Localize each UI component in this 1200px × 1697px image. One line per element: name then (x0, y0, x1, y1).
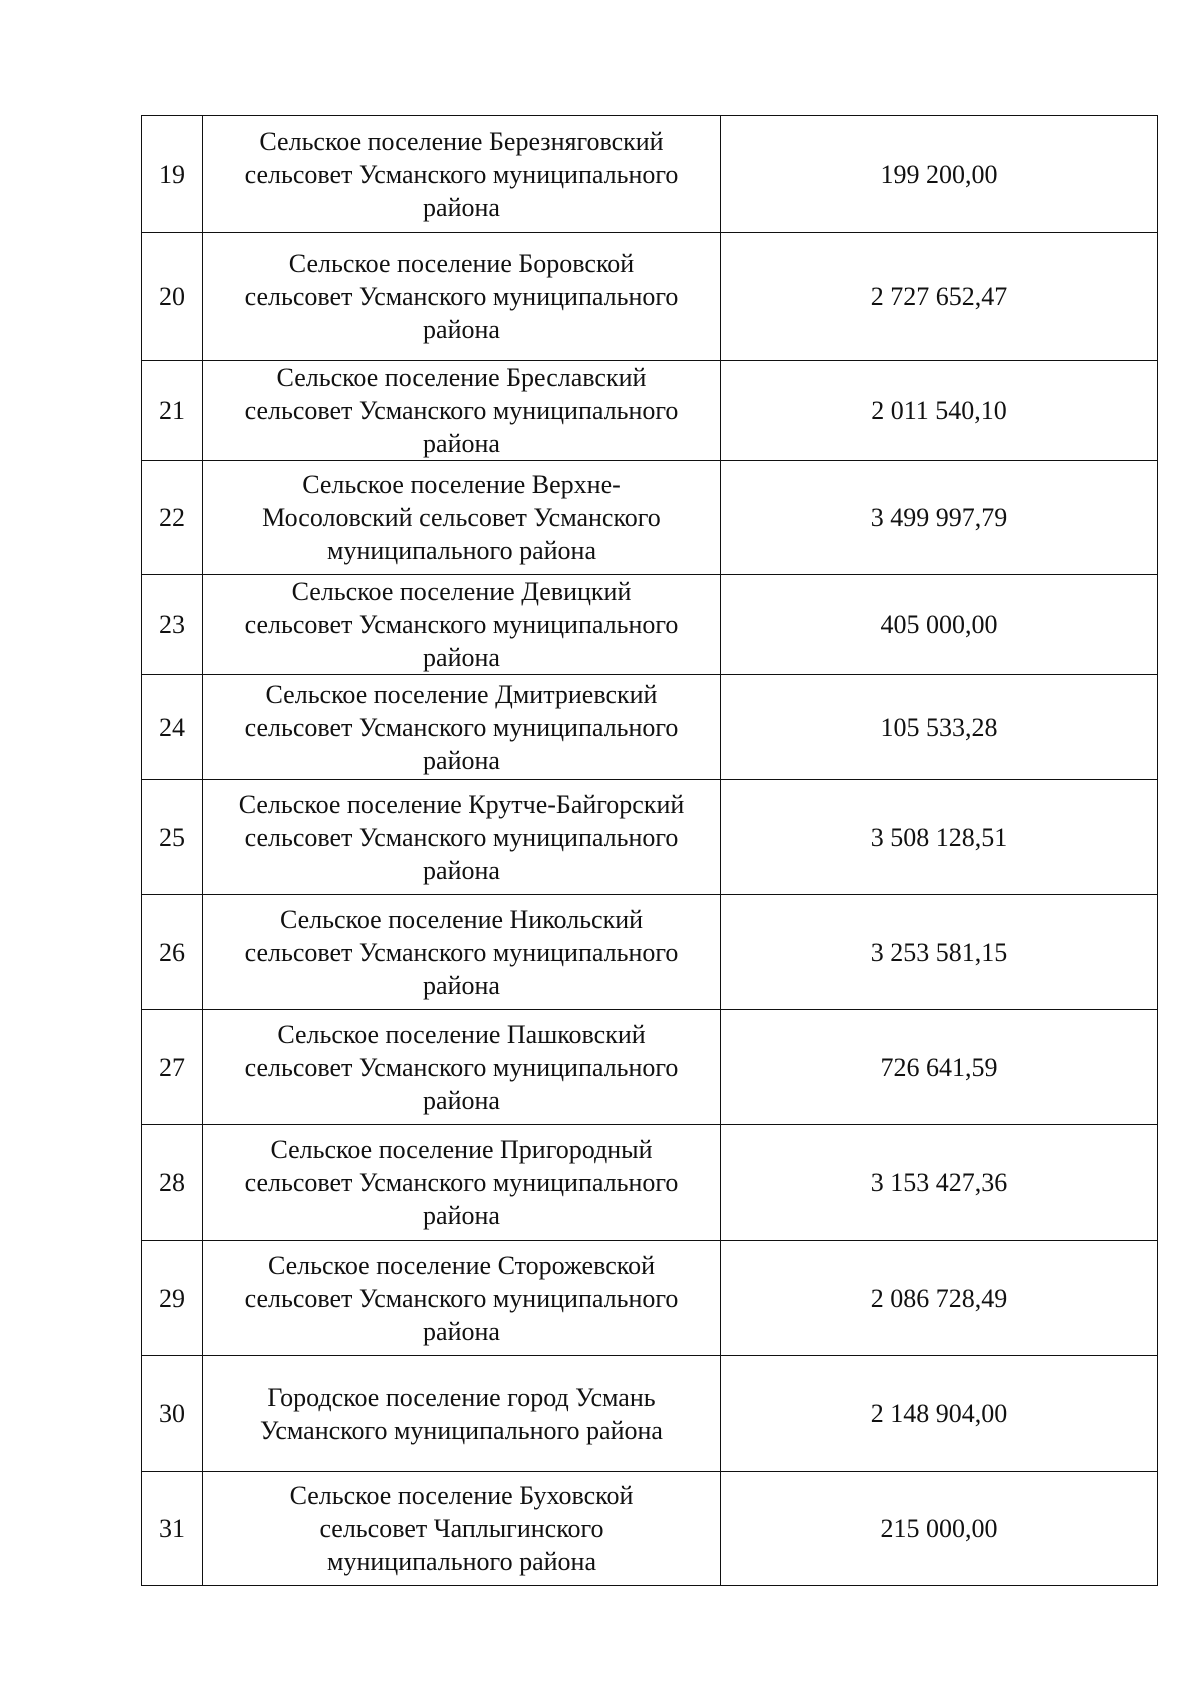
table-body (142, 116, 1158, 1586)
row-number: 24 (142, 675, 203, 780)
row-number: 22 (142, 461, 203, 575)
row-number: 23 (142, 575, 203, 675)
row-number: 20 (142, 233, 203, 361)
settlement-name: Сельское поселение Боровской сельсовет Усманского муниципального района (203, 233, 721, 361)
amount-value: 2 148 904,00 (721, 1356, 1158, 1472)
row-number: 26 (142, 895, 203, 1010)
table-row (142, 1472, 1158, 1586)
row-number: 29 (142, 1241, 203, 1356)
row-number: 25 (142, 780, 203, 895)
settlement-name: Сельское поселение Пригородный сельсовет Усманского муниципального района (203, 1125, 721, 1241)
settlement-name: Городское поселение город Усмань Усманского муниципального района (203, 1356, 721, 1472)
amount-value: 3 508 128,51 (721, 780, 1158, 895)
settlement-name: Сельское поселение Березняговский сельсовет Усманского муниципального района (203, 116, 721, 233)
amount-value: 2 011 540,10 (721, 361, 1158, 461)
settlement-name: Сельское поселение Дмитриевский сельсовет Усманского муниципального района (203, 675, 721, 780)
amount-value: 215 000,00 (721, 1472, 1158, 1586)
settlement-name: Сельское поселение Никольский сельсовет Усманского муниципального района (203, 895, 721, 1010)
settlement-name: Сельское поселение Верхне- Мосоловский сельсовет Усманского муниципального района (203, 461, 721, 575)
settlement-name: Сельское поселение Буховской сельсовет Чаплыгинского муниципального района (203, 1472, 721, 1586)
settlement-name: Сельское поселение Крутче-Байгорский сельсовет Усманского муниципального района (203, 780, 721, 895)
table-row (142, 575, 1158, 675)
table-row (142, 1010, 1158, 1125)
amount-value: 726 641,59 (721, 1010, 1158, 1125)
settlements-table (141, 115, 1158, 1586)
table-row (142, 1241, 1158, 1356)
row-number: 30 (142, 1356, 203, 1472)
row-number: 28 (142, 1125, 203, 1241)
settlement-name: Сельское поселение Пашковский сельсовет Усманского муниципального района (203, 1010, 721, 1125)
table-row (142, 361, 1158, 461)
settlement-name: Сельское поселение Девицкий сельсовет Усманского муниципального района (203, 575, 721, 675)
amount-value: 2 727 652,47 (721, 233, 1158, 361)
table-row (142, 233, 1158, 361)
amount-value: 3 153 427,36 (721, 1125, 1158, 1241)
table-row (142, 895, 1158, 1010)
amount-value: 2 086 728,49 (721, 1241, 1158, 1356)
table-row (142, 675, 1158, 780)
row-number: 27 (142, 1010, 203, 1125)
amount-value: 405 000,00 (721, 575, 1158, 675)
table-row (142, 116, 1158, 233)
amount-value: 3 499 997,79 (721, 461, 1158, 575)
settlement-name: Сельское поселение Бреславский сельсовет Усманского муниципального района (203, 361, 721, 461)
amount-value: 199 200,00 (721, 116, 1158, 233)
row-number: 19 (142, 116, 203, 233)
row-number: 21 (142, 361, 203, 461)
row-number: 31 (142, 1472, 203, 1586)
table-row (142, 1125, 1158, 1241)
amount-value: 105 533,28 (721, 675, 1158, 780)
settlement-name: Сельское поселение Сторожевской сельсовет Усманского муниципального района (203, 1241, 721, 1356)
table-row (142, 461, 1158, 575)
table-row (142, 1356, 1158, 1472)
amount-value: 3 253 581,15 (721, 895, 1158, 1010)
table-row (142, 780, 1158, 895)
